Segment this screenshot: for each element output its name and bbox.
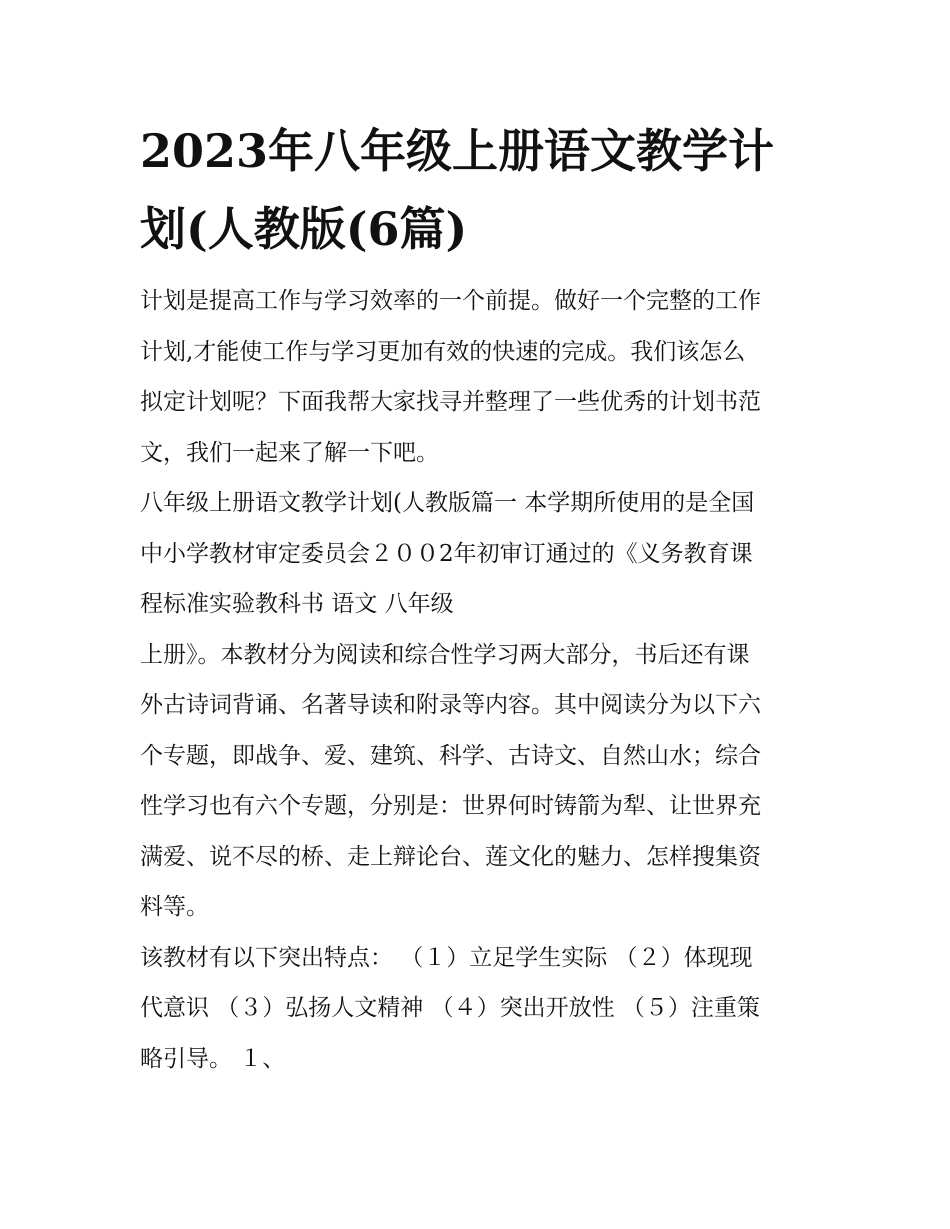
document-body bbox=[140, 276, 820, 1084]
text-line: 文，我们一起来了解一下吧。 bbox=[140, 439, 439, 466]
title-line-1: 2023年八年级上册语文教学计 bbox=[140, 124, 775, 178]
text-line: 料等。 bbox=[140, 894, 209, 920]
text-line: 程标准实验教科书 语文 八年级 bbox=[140, 591, 454, 617]
paragraph-textbook-structure bbox=[140, 630, 820, 933]
text-line: 个专题，即战争、爱、建筑、科学、古诗文、自然山水；综合 bbox=[140, 742, 761, 769]
text-line: 八年级上册语文教学计划(人教版篇一 本学期所使用的是全国 bbox=[140, 490, 755, 516]
text-line: 代意识 （３）弘扬人文精神 （４）突出开放性 （５）注重策 bbox=[140, 995, 760, 1021]
text-line: 计划是提高工作与学习效率的一个前提。做好一个完整的工作 bbox=[140, 288, 761, 314]
paragraph-intro bbox=[140, 276, 820, 478]
text-line: 中小学教材审定委员会２００2年初审订通过的《义务教育课 bbox=[140, 540, 753, 567]
title-line-2: 划(人教版(6篇) bbox=[140, 202, 468, 256]
paragraph-plan-one bbox=[140, 478, 820, 630]
text-line: 计划,才能使工作与学习更加有效的快速的完成。我们该怎么 bbox=[140, 338, 746, 365]
text-line: 拟定计划呢？下面我帮大家找寻并整理了一些优秀的计划书范 bbox=[140, 389, 761, 415]
text-line: 外古诗词背诵、名著导读和附录等内容。其中阅读分为以下六 bbox=[140, 692, 761, 718]
text-line: 该教材有以下突出特点： （１）立足学生实际 （２）体现现 bbox=[140, 944, 753, 971]
text-line: 上册》。本教材分为阅读和综合性学习两大部分，书后还有课 bbox=[140, 641, 750, 668]
text-line: 满爱、说不尽的桥、走上辩论台、莲文化的魅力、怎样搜集资 bbox=[140, 843, 761, 870]
text-line: 性学习也有六个专题，分别是：世界何时铸箭为犁、让世界充 bbox=[140, 793, 761, 819]
text-line: 略引导。 １、 bbox=[140, 1045, 286, 1072]
paragraph-textbook-features bbox=[140, 933, 820, 1085]
document-title bbox=[140, 112, 820, 268]
